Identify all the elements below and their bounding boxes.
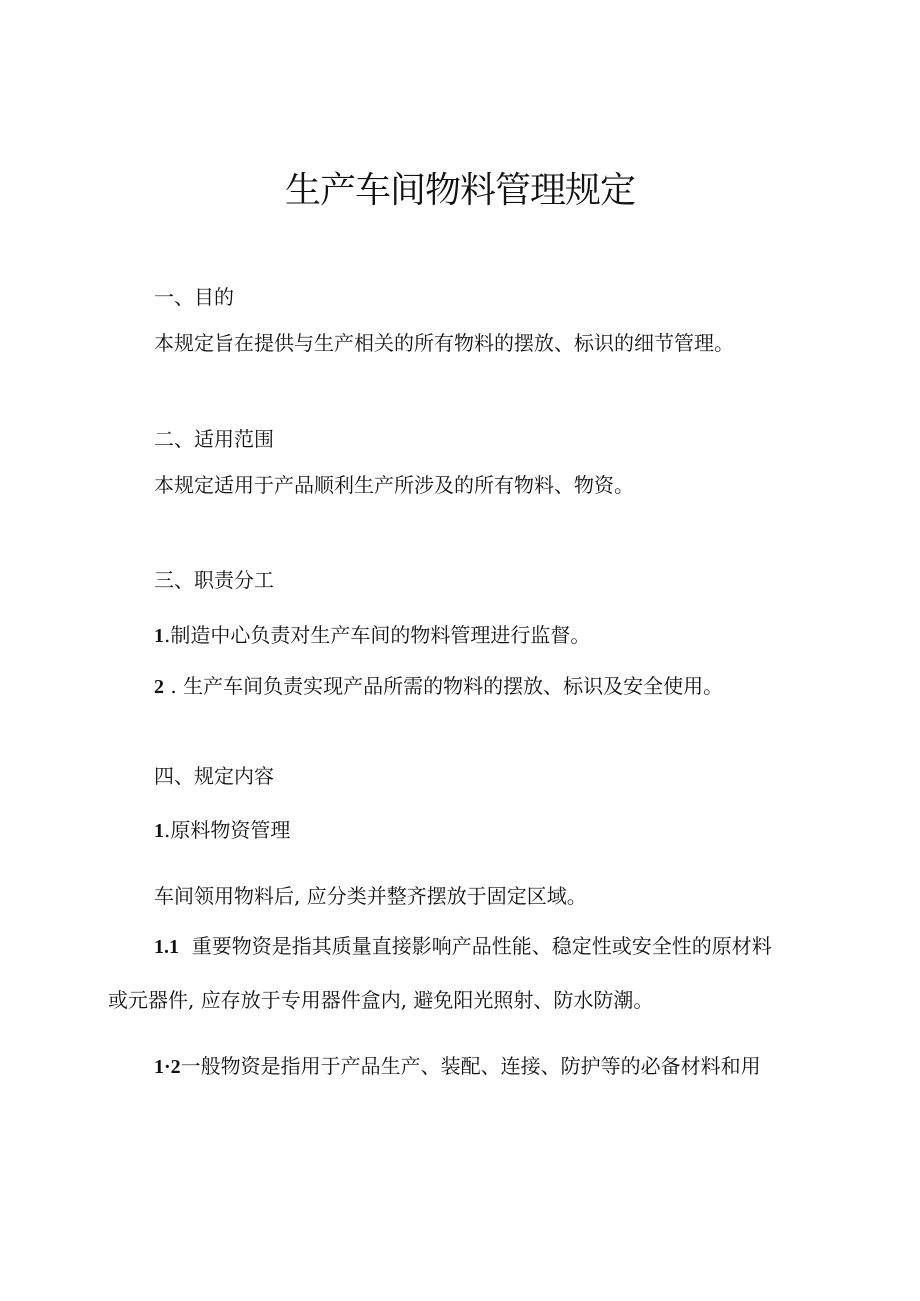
- section-heading-purpose: 一、目的: [154, 285, 234, 309]
- section-heading-responsibilities: 三、职责分工: [154, 568, 274, 592]
- list-number: 1: [154, 625, 164, 647]
- list-number: 1: [154, 820, 164, 842]
- paragraph-number: 1·2: [154, 1056, 181, 1078]
- paragraph-1-1-line-1: [154, 931, 772, 962]
- subsection-title: .原料物资管理: [164, 818, 291, 842]
- section-heading-scope: 二、适用范围: [154, 427, 274, 451]
- list-number: 2: [154, 676, 164, 698]
- paragraph-number: 1.1: [154, 936, 179, 958]
- responsibility-item: [154, 620, 590, 651]
- paragraph-1-2-line-1: [154, 1051, 761, 1082]
- content-intro: 车间领用物料后, 应分类并整齐摆放于固定区域。: [154, 884, 587, 908]
- scope-text: 本规定适用于产品顺利生产所涉及的所有物料、物资。: [154, 473, 634, 497]
- responsibility-item: [154, 671, 723, 702]
- paragraph-text: 重要物资是指其质量直接影响产品性能、稳定性或安全性的原材料: [191, 934, 772, 958]
- document-title: 生产车间物料管理规定: [284, 170, 635, 211]
- list-item-text: . 生产车间负责实现产品所需的物料的摆放、标识及安全使用。: [164, 674, 724, 698]
- paragraph-1-1-line-2: 或元器件, 应存放于专用器件盒内, 避免阳光照射、防水防潮。: [108, 988, 654, 1012]
- purpose-text: 本规定旨在提供与生产相关的所有物料的摆放、标识的细节管理。: [154, 331, 734, 355]
- section-heading-content: 四、规定内容: [154, 764, 274, 788]
- paragraph-text: 一般物资是指用于产品生产、装配、连接、防护等的必备材料和用: [180, 1054, 761, 1078]
- list-item-text: .制造中心负责对生产车间的物料管理进行监督。: [164, 623, 591, 647]
- subsection-heading: [154, 815, 290, 846]
